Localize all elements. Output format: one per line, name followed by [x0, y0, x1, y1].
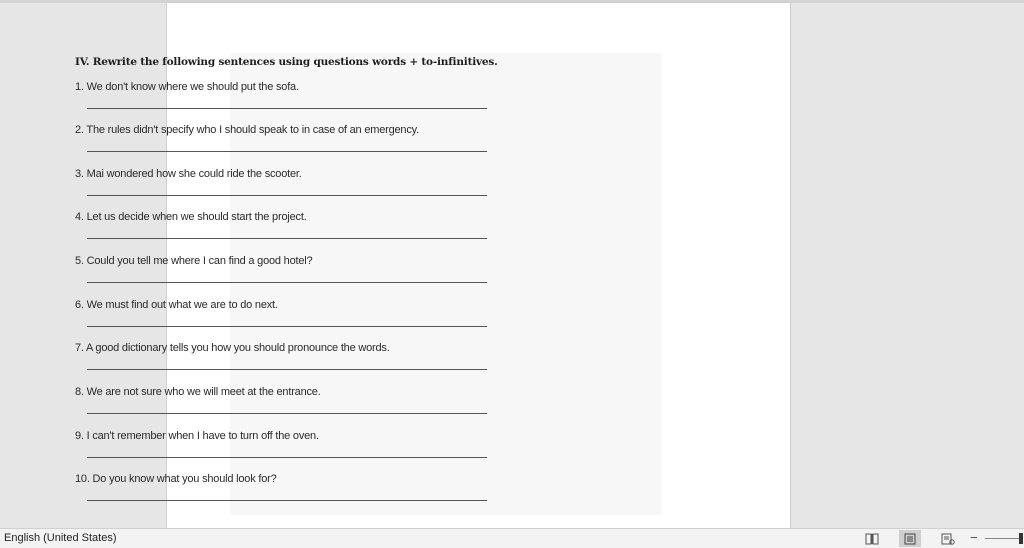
exercise-item-9	[75, 430, 495, 470]
answer-line	[87, 108, 487, 109]
exercise-item-text: 4. Let us decide when we should start the project.	[75, 211, 307, 223]
exercise-item-text: 10. Do you know what you should look for?	[75, 473, 277, 485]
exercise-item-6	[75, 299, 495, 339]
language-indicator[interactable]: English (United States)	[4, 532, 117, 544]
answer-line	[87, 195, 487, 196]
answer-line	[87, 282, 487, 283]
status-bar	[0, 528, 1024, 548]
answer-line	[87, 238, 487, 239]
exercise-item-1	[75, 81, 495, 121]
web-layout-icon	[941, 533, 955, 545]
zoom-slider-thumb[interactable]	[1019, 533, 1023, 544]
web-layout-button[interactable]	[937, 530, 959, 547]
exercise-item-text: 7. A good dictionary tells you how you should pronounce the words.	[75, 342, 390, 354]
exercise-item-7	[75, 342, 495, 382]
answer-line	[87, 326, 487, 327]
answer-line	[87, 500, 487, 501]
exercise-item-10	[75, 473, 495, 513]
exercise-item-5	[75, 255, 495, 295]
answer-line	[87, 151, 487, 152]
exercise-item-text: 6. We must find out what we are to do next.	[75, 299, 278, 311]
answer-line	[87, 413, 487, 414]
exercise-item-text: 1. We don't know where we should put the sofa.	[75, 81, 299, 93]
exercise-item-text: 5. Could you tell me where I can find a good hotel?	[75, 255, 313, 267]
exercise-item-8	[75, 386, 495, 426]
zoom-out-button[interactable]: −	[970, 530, 978, 545]
exercise-item-text: 3. Mai wondered how she could ride the scooter.	[75, 168, 302, 180]
exercise-item-text: 2. The rules didn't specify who I should speak to in case of an emergency.	[75, 124, 419, 136]
print-layout-icon	[903, 533, 917, 545]
answer-line	[87, 457, 487, 458]
exercise-item-2	[75, 124, 495, 164]
exercise-item-text: 9. I can't remember when I have to turn off the oven.	[75, 430, 319, 442]
exercise-item-text: 8. We are not sure who we will meet at the entrance.	[75, 386, 321, 398]
answer-line	[87, 369, 487, 370]
read-mode-icon	[865, 533, 879, 545]
exercise-item-3	[75, 168, 495, 208]
exercise-heading: IV. Rewrite the following sentences using questions words + to-infinitives.	[75, 56, 498, 68]
read-mode-button[interactable]	[861, 530, 883, 547]
exercise-item-4	[75, 211, 495, 251]
print-layout-button[interactable]	[899, 530, 921, 547]
zoom-slider-track[interactable]	[985, 538, 1019, 539]
